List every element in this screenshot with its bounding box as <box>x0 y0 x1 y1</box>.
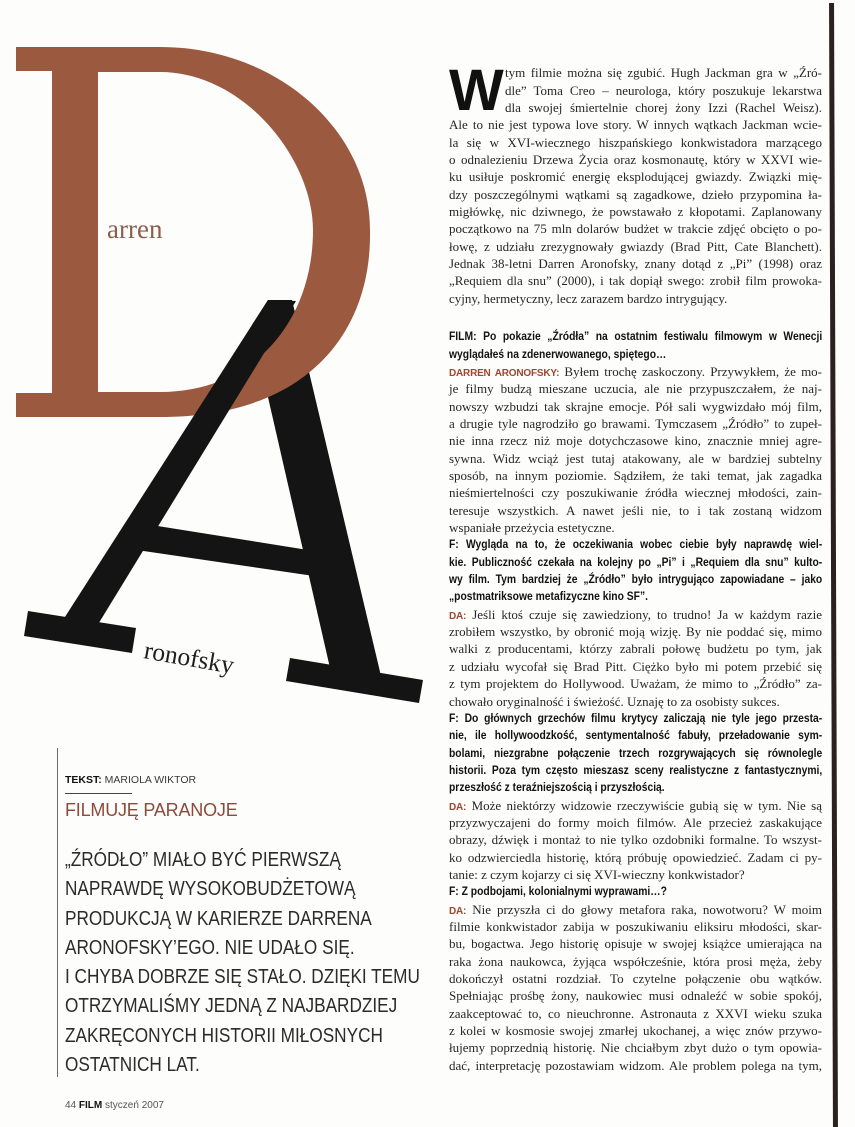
question-text: wy film. Tym bardziej że „Źródło” było intrygująco zapowiadane – jako <box>449 572 823 587</box>
page-number: 44 <box>65 1100 77 1111</box>
question-text: bolami, niezgrabne połączenie trzech rozgrywających się równolegle <box>449 745 823 760</box>
answer-line: dokończył ostatni rozdział. To czytelne połączenie obu wątków. <box>449 971 822 987</box>
question-text: przeszłość z teraźniejszością i przyszłością. <box>449 780 665 795</box>
intro-line: cyjny, hermetyczny, lecz zarazem bardzo intrygujący. <box>449 290 728 306</box>
intro-line: Ale to nie jest typowa love story. W innych wątkach Jackman wcie- <box>449 117 822 133</box>
lead-line: PRODUKCJĄ W KARIERZE DARRENA <box>65 907 372 930</box>
director-answer <box>449 901 822 1074</box>
letter-a-crossbar <box>130 524 314 576</box>
answer-text: Może niektórzy widzowie rzeczywiście gubią się w tym. Nie są <box>471 797 823 813</box>
answer-line: przyzwyczajeni do formy moich filmów. Ale przecież zaskakujące <box>449 814 822 830</box>
answer-text: Jeśli ktoś czuje się zawiedziony, to trudno! Ja w każdym razie <box>472 606 823 622</box>
interviewer-question <box>449 536 822 605</box>
interview-body <box>449 328 822 1074</box>
lead-line: I CHYBA DOBRZE SIĘ STAŁO. DZIĘKI TEMU <box>65 966 420 989</box>
answer-line: sposób, na innym poziomie. Sądziłem, że taki temat, jak zagadka <box>449 468 822 484</box>
answer-text: Nie przyszła ci do głowy metafora raka, nowotworu? W moim <box>472 901 822 917</box>
question-line <box>449 328 822 345</box>
answer-line: Spełniając prośbę żony, naukowiec musi odnaleźć w sobie spokój, <box>449 988 822 1004</box>
answer-line: nie inna rzecz niż moje dotychczasowe kino, znacznie mniej agre- <box>449 433 822 449</box>
intro-line: „Requiem dla snu” (2000), i tak dopiął swego: zrobił film prowoka- <box>449 273 822 289</box>
answer-line: z tym projektem do Hollywood. Uważam, że mimo to „Źródło” za- <box>449 676 822 692</box>
answer-line: tanie: z czym kojarzy ci się XVI-wieczny konkwistador? <box>449 866 745 882</box>
byline-divider <box>65 793 132 794</box>
answer-line: nieśmiertelności czy poszukiwanie źródła wiecznej młodości, zain- <box>449 485 822 501</box>
speaker-label: DA: <box>449 905 467 917</box>
interviewer-question <box>449 328 822 363</box>
intro-line: łowę, z udziału zrezygnowały gwiazdy (Brad Pitt, Cate Blanchett). <box>449 238 822 254</box>
director-answer <box>449 797 822 884</box>
last-name-rest: ronofsky <box>141 635 237 680</box>
answer-line: chowało oryginalność i świeżość. Uznaję to za osobisty sukces. <box>449 693 780 709</box>
director-answer <box>449 606 822 710</box>
answer-line: zaakceptować to, co nieuchronne. Astronauta z XXVI wieku szuka <box>449 1005 822 1021</box>
answer-line: łujemy poprzednią historię. Nie chciałbym zbyt dużo o tym opowia- <box>449 1040 822 1056</box>
question-line <box>449 536 822 553</box>
intro-line: początkowo na 75 mln dolarów budżet w trakcie zdjęć obcięto o po- <box>449 221 822 237</box>
first-name-rest: arren <box>107 214 163 244</box>
intro-line: o odnalezieniu Drzewa Życia oraz kosmonautę, który w XXVI wie- <box>449 152 822 168</box>
question-line <box>449 554 822 571</box>
lead-line: ZAKRĘCONYCH HISTORII MIŁOSNYCH <box>65 1024 383 1047</box>
article-headline: FILMUJĘ PARANOJE <box>65 800 238 820</box>
answer-line: obrazy, dźwięk i montaż to nie tylko ozdobniki formalne. To wszyst- <box>449 832 822 848</box>
answer-line <box>449 797 822 814</box>
magazine-name: FILM <box>78 1100 103 1111</box>
question-text: FILM: Po pokazie „Źródła” na ostatnim festiwalu filmowym w Wenecji <box>449 329 823 344</box>
question-text: „postmatriksowe metafizyczne kino SF”. <box>449 589 649 604</box>
interviewer-question <box>449 883 822 900</box>
intro-line: tym filmie można się zgubić. Hugh Jackman gra w „Źró- <box>505 65 822 81</box>
answer-line: z udziału wycofał się Brad Pitt. Ciężko było mi potem przebić się <box>449 658 822 674</box>
page-edge-bar <box>829 3 838 1127</box>
intro-line: la się w XVI-wiecznego hiszpańskiego konkwistadora marzącego <box>449 134 822 150</box>
issue-date: styczeń 2007 <box>105 1100 164 1111</box>
answer-line: bu, bogactwa. Jego historię opisuje w swojej książce umierająca na <box>449 936 822 952</box>
intro-line: Jednak 38-letni Darren Aronofsky, znany dotąd z „Pi” (1998) oraz <box>449 256 822 272</box>
article-lead <box>65 846 485 1080</box>
intro-line: migłówkę, nic dziwnego, że powstawało z kłopotami. Zaplanowany <box>449 204 822 220</box>
answer-line: sywna. Widz wciąż jest tutaj atakowany, ale w bardziej subtelny <box>449 450 822 466</box>
answer-line: zrobiłem wszystko, by obronić moją wizję. By nie poddać się, mimo <box>449 624 822 640</box>
page-footer <box>65 1100 164 1112</box>
question-line <box>449 346 822 363</box>
lead-line: OSTATNICH LAT. <box>65 1054 200 1077</box>
question-line <box>449 727 822 744</box>
answer-line: walki z producentami, którzy zabrali połowę budżetu po tym, jak <box>449 641 822 657</box>
question-text: historii. Poza tym często mieszasz sceny realistyczne z fantastycznymi, <box>449 762 823 777</box>
interviewer-question <box>449 710 822 797</box>
answer-line: filmie konkwistador zabija w poszukiwaniu eliksiru młodości, skar- <box>449 918 822 934</box>
question-line <box>449 588 822 605</box>
question-line <box>449 571 822 588</box>
question-line <box>449 710 822 727</box>
answer-line: je filmy budzą mieszane uczucia, ale nie przypuszczałem, że naj- <box>449 381 822 397</box>
lead-line: ARONOFSKY’EGO. NIE UDAŁO SIĘ. <box>65 936 355 959</box>
intro-line: dzy poszczególnymi wątkami są zagadkowe, dzieło przypomina ła- <box>449 186 822 202</box>
answer-text: Byłem trochę zaskoczony. Przywykłem, że mo- <box>564 363 823 379</box>
intro-line: ku usiłuje poskromić energię eksplodującej gwiazdy. Związki mię- <box>449 169 822 185</box>
speaker-label: DARREN ARONOFSKY: <box>449 367 560 379</box>
byline-author: MARIOLA WIKTOR <box>104 774 197 786</box>
answer-line: z kolei w kosmosie swojej zmarłej ukochanej, a więc znów przywo- <box>449 1023 822 1039</box>
question-line <box>449 762 822 779</box>
answer-line: dać, interpretację pozostawiam widzom. Ale problem polega na tym, <box>449 1057 822 1073</box>
question-line <box>449 779 822 796</box>
intro-line: dle” Toma Creo – neurologa, który poszukuje lekarstwa <box>505 82 822 98</box>
answer-line: raka żona naukowca, żyjąca współcześnie, która prosi męża, żeby <box>449 953 822 969</box>
drop-cap: W <box>449 58 504 123</box>
lead-line: „ŹRÓDŁO” MIAŁO BYĆ PIERWSZĄ <box>65 849 341 871</box>
answer-line: nowszy wzbudzi tak skrajne emocje. Pół sali wygwizdało mój film, <box>449 398 822 414</box>
question-line <box>449 883 822 900</box>
question-text: F: Do głównych grzechów filmu krytycy zaliczają nie tyle jego przesta- <box>449 710 823 725</box>
article-intro <box>449 58 822 307</box>
speaker-label: DA: <box>449 801 467 813</box>
question-text: F: Wygląda na to, że oczekiwania wobec ciebie były naprawdę wiel- <box>449 537 823 552</box>
answer-line: ko odzwierciedla historię, którą próbuję opowiedzieć. Zadam ci py- <box>449 849 822 865</box>
lead-vertical-rule <box>57 748 58 1077</box>
answer-line: teresuje wszystkich. A nawet jeśli nie, to i tak zostaną widzom <box>449 502 822 518</box>
letter-d-initial <box>16 47 370 417</box>
question-text: wyglądałeś na zdenerwowanego, spiętego… <box>449 346 667 361</box>
lead-line: NAPRAWDĘ WYSOKOBUDŻETOWĄ <box>65 878 356 901</box>
lead-line: OTRZYMALIŚMY JEDNĄ Z NAJBARDZIEJ <box>65 995 398 1018</box>
question-text: kie. Publiczność czekała na kolejny po „Pi” i „Requiem dla snu” kulto- <box>449 554 823 569</box>
director-answer <box>449 363 822 536</box>
byline-label: TEKST: <box>65 774 102 786</box>
intro-line: dla swojej śmiertelnie chorej żony Izzi (Rachel Weisz). <box>505 99 822 115</box>
byline <box>65 774 196 786</box>
answer-line <box>449 363 822 380</box>
title-initials-art <box>0 0 440 720</box>
answer-line: wspaniałe przeżycia estetyczne. <box>449 520 615 536</box>
answer-line: a drugie tyle nagrodziło go brawami. Tymczasem „Źródło” to zupeł- <box>449 416 822 432</box>
answer-line <box>449 901 822 918</box>
answer-line <box>449 606 822 623</box>
question-text: nie, ile hollywoodzkość, sentymentalność fabuły, przeładowanie sym- <box>449 728 823 743</box>
speaker-label: DA: <box>449 610 467 622</box>
question-line <box>449 745 822 762</box>
question-text: F: Z podbojami, kolonialnymi wyprawami…? <box>449 884 667 899</box>
